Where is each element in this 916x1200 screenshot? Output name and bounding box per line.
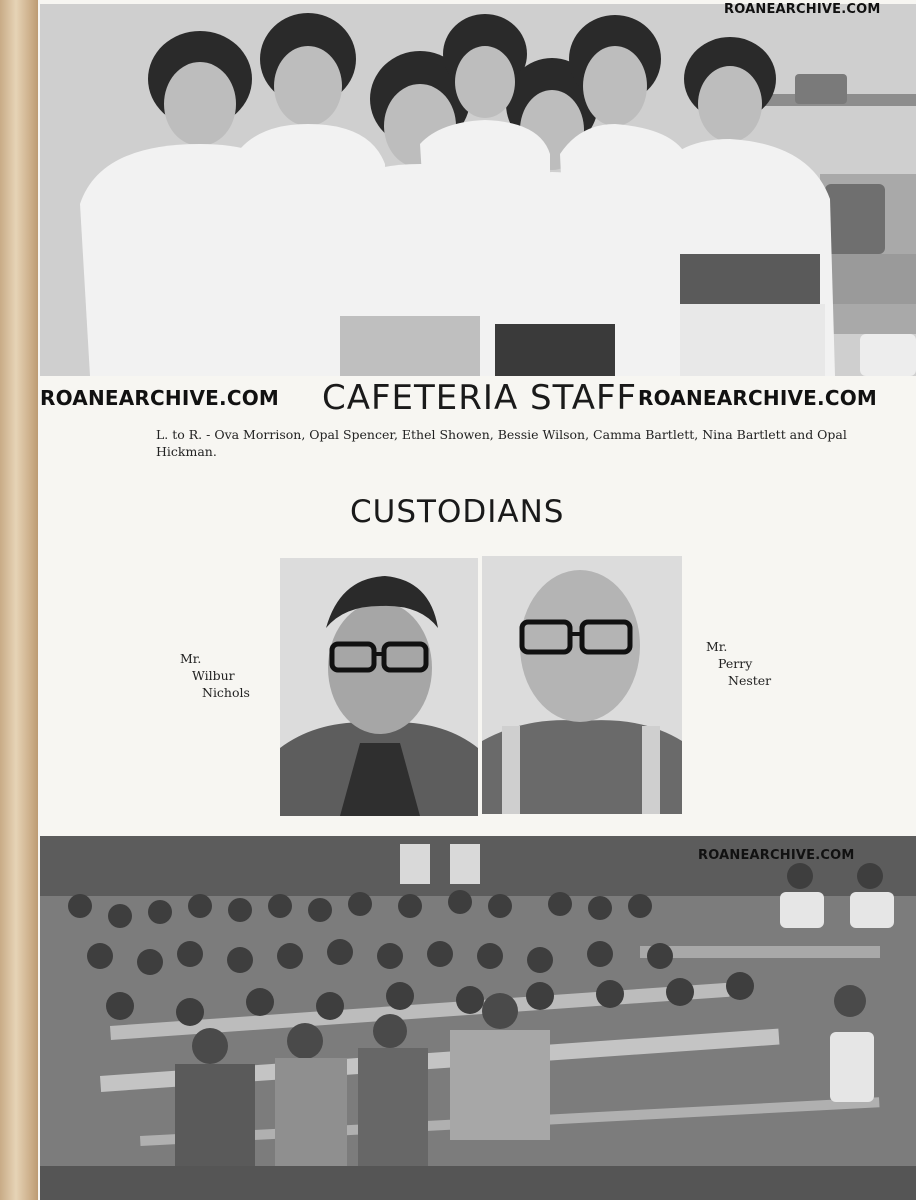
custodian-right-first-name: Perry (718, 656, 753, 671)
watermark-heading-right: ROANEARCHIVE.COM (638, 386, 878, 410)
custodian-right-title: Mr. (706, 639, 728, 654)
custodian-portrait-wilbur-nichols (280, 558, 478, 816)
yearbook-page (38, 0, 916, 1200)
watermark-bottom-photo: ROANEARCHIVE.COM (698, 848, 855, 863)
cafeteria-students-photo (40, 836, 916, 1200)
custodian-right-last-name: Nester (728, 673, 772, 688)
custodian-name-left (180, 650, 250, 701)
custodian-portrait-perry-nester (482, 556, 682, 814)
custodian-name-right (706, 638, 771, 689)
cafeteria-staff-caption: L. to R. - Ova Morrison, Opal Spencer, Ethel Showen, Bessie Wilson, Camma Bartlett, Nina Bartlett and Opal Hickman. (156, 427, 847, 459)
watermark-heading-left: ROANEARCHIVE.COM (40, 386, 280, 410)
custodian-left-first-name: Wilbur (192, 668, 235, 683)
book-spine (0, 0, 40, 1200)
custodian-left-title: Mr. (180, 651, 202, 666)
cafeteria-staff-title: CAFETERIA STAFF (322, 378, 638, 418)
watermark-top-right: ROANEARCHIVE.COM (724, 2, 881, 17)
custodian-left-last-name: Nichols (202, 685, 250, 700)
custodians-title: CUSTODIANS (350, 494, 565, 530)
cafeteria-staff-photo (40, 4, 916, 376)
